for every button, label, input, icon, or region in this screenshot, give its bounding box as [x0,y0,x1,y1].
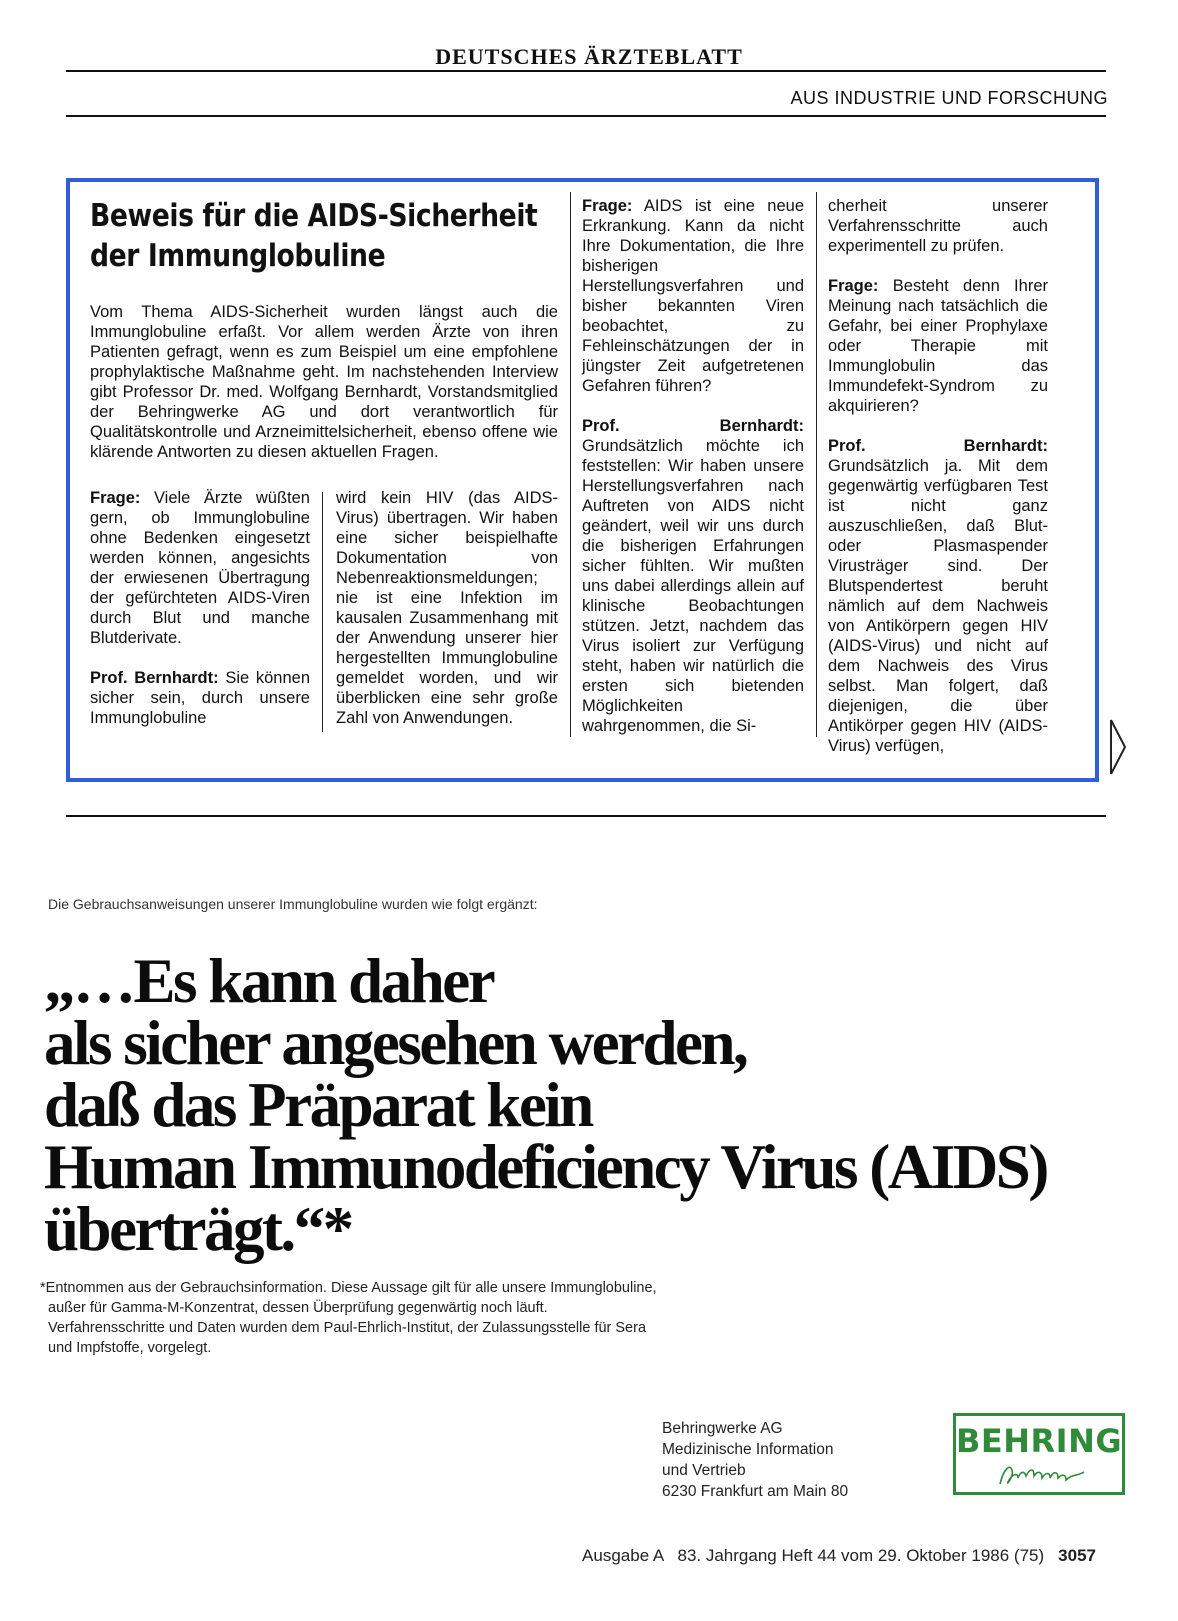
answer-2-part2: cherheit unserer Verfahrensschritte auch experimentell zu prüfen. [828,197,1048,255]
signature-icon [996,1460,1091,1490]
column-divider [322,492,323,732]
answer-1-part1: Sie können sicher sein, durch unsere Immunglobuline [90,669,310,727]
column-divider [816,192,817,737]
logo-wordmark: BEHRING [956,1422,1123,1460]
interview-col-4 [828,196,1048,776]
answer-label: Prof. Bernhardt: [582,417,804,435]
article-bottom-rule [66,815,1106,817]
answer-2-part1: Grundsätzlich möchte ich feststellen: Wir haben unsere Herstellungsverfahren nach Auftreten von AIDS nicht geändert, weil wir uns durch die bisherigen Erfahrungen sicher fühlten. Wir mußten uns dabei allerdings allein auf klinische Beobachtungen stützen. Jetzt, nachdem das Virus isoliert zur Verfügung steht, haben wir natürlich die ersten sich bietenden Möglichkeiten wahrgenommen, die Si- [582,437,804,735]
column-divider [570,192,571,737]
masthead-rule [66,70,1106,72]
interview-col-2 [336,488,558,748]
question-3: Besteht denn Ihrer Meinung nach tatsächlich die Gefahr, bei einer Prophylaxe oder Therapie mit Immunglobulin das Immundefekt-Syndrom zu akquirieren? [828,277,1048,415]
interview-col-3 [582,196,804,756]
issue-line [582,1546,1096,1566]
ad-intro: Die Gebrauchsanweisungen unserer Immunglobuline wurden wie folgt ergänzt: [48,896,538,912]
interview-col-1 [90,488,310,748]
issue-info: Ausgabe A 83. Jahrgang Heft 44 vom 29. Oktober 1986 (75) [582,1546,1045,1565]
article-box [66,178,1099,782]
answer-label: Prof. Bernhardt: [828,437,1048,455]
answer-label: Prof. Bernhardt: [90,669,219,687]
article-intro: Vom Thema AIDS-Sicherheit wurden längst auch die Immunglobuline erfaßt. Vor allem werden Ärzte von ihren Patienten gefragt, wenn es zum Beispiel um eine empfohlene prophylaktische Maßnahme geht. Im nachstehenden Interview gibt Professor Dr. med. Wolfgang Bernhardt, Vorstandsmitglied der Behringwerke AG und dort verantwortlich für Qualitätskontrolle und Arzneimittelsicherheit, ebenso offene wie klärende Antworten zu diesen aktuellen Fragen. [90,303,558,461]
question-label: Frage: [828,277,879,295]
question-2: AIDS ist eine neue Erkrankung. Kann da nicht Ihre Dokumentation, die Ihre bisherigen Herstellungsverfahren und bisher bekannten Viren beobachtet, zu Fehleinschätzungen der in jüngster Zeit aufgetretenen Gefahren führen? [582,197,804,395]
behring-logo [953,1413,1125,1495]
question-label: Frage: [90,489,141,507]
company-address: Behringwerke AG Medizinische Information und Vertrieb 6230 Frankfurt am Main 80 [662,1420,849,1500]
article-headline: Beweis für die AIDS-Sicherheit der Immunglobuline [90,198,538,274]
continue-arrow-icon [1108,718,1128,776]
section-rule [66,115,1106,117]
answer-3: Grundsätzlich ja. Mit dem gegenwärtig verfügbaren Test ist nicht ganz auszuschließen, daß Blut- oder Plasmaspender Virusträger sind. Der Blutspendertest beruht nämlich auf dem Nachweis von Antikörpern gegen HIV (AIDS-Virus) und nicht auf dem Nachweis des Virus selbst. Man folgert, daß diejenigen, die über Antikörper gegen HIV (AIDS-Virus) verfügen, [828,457,1048,755]
question-1: Viele Ärzte wüßten gern, ob Immunglobuline ohne Bedenken eingesetzt werden können, angesichts der erwiesenen Übertragung der gefürchteten AIDS-Viren durch Blut und manche Blutderivate. [90,489,310,647]
question-label: Frage: [582,197,633,215]
answer-1-part2: wird kein HIV (das AIDS-Virus) übertragen. Wir haben eine sicher beispielhafte Dokumentation von Nebenreaktionsmeldungen; nie ist eine Infektion im kausalen Zusammenhang mit der Anwendung unserer hier hergestellten Immunglobuline gemeldet worden, und wir überblicken eine sehr große Zahl von Anwendungen. [336,489,558,727]
masthead: DEUTSCHES ÄRZTEBLATT [435,44,743,69]
ad-footnote: *Entnommen aus der Gebrauchsinformation. Diese Aussage gilt für alle unsere Immunglobuline, außer für Gamma-M-Konzentrat, dessen Überprüfung gegenwärtig noch läuft. Verfahrensschritte und Daten wurden dem Paul-Ehrlich-Institut, der Zulassungsstelle für Sera und Impfstoffe, vorgelegt. [40,1280,657,1356]
article-lead [90,196,558,482]
ad-quote: „…Es kann daher als sicher angesehen werden, daß das Präparat kein Human Immunodeficiency Virus (AIDS) überträgt.“* [44,946,1047,1264]
section-label: AUS INDUSTRIE UND FORSCHUNG [790,88,1108,108]
page-number: 3057 [1058,1546,1096,1565]
